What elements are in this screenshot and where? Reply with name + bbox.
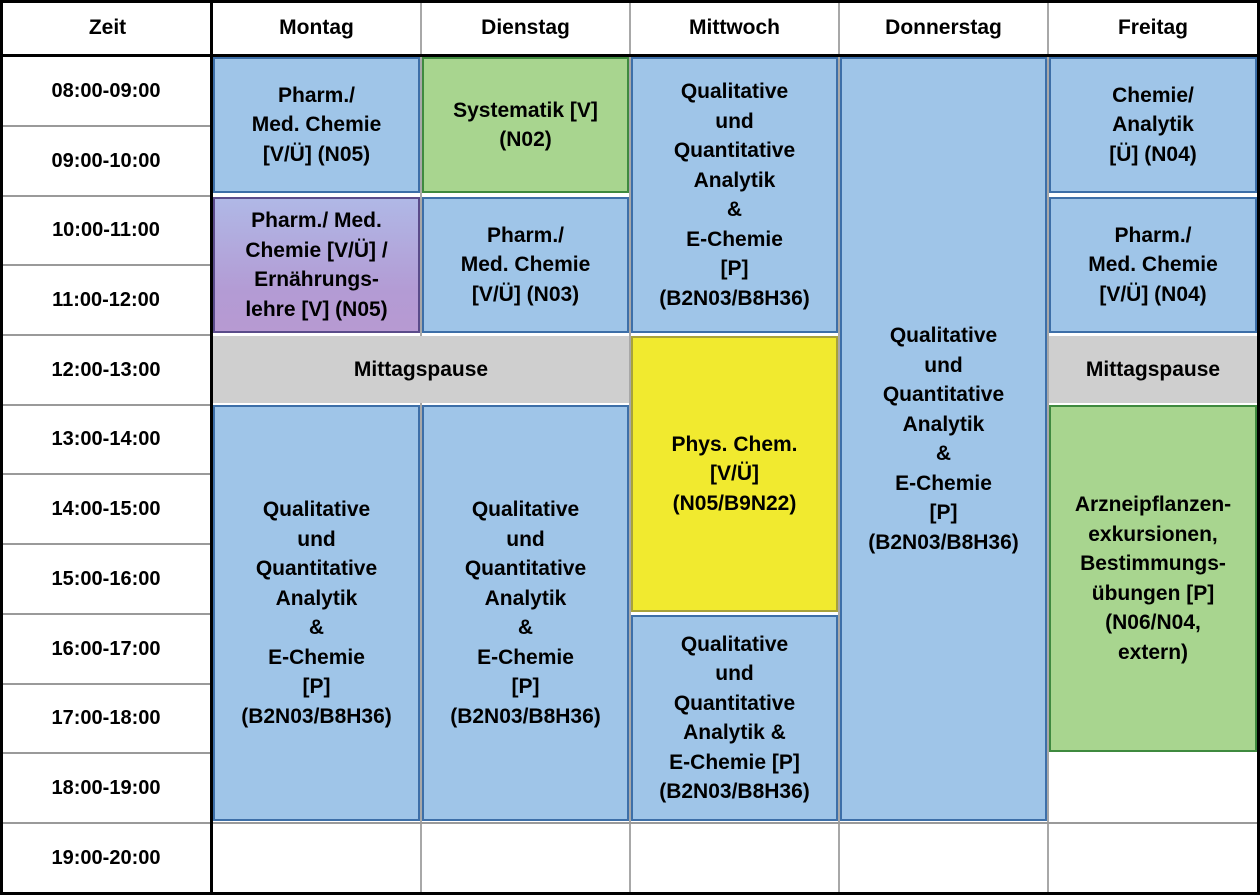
header-zeit: Zeit [3,0,212,56]
time-slot: 16:00-17:00 [51,637,161,660]
time-slot: 17:00-18:00 [51,707,161,729]
course-block-pharm-med-chemie-dienstag: Pharm./ Med. Chemie [V/Ü] (N03) [422,197,629,333]
header-day-montag: Montag [213,0,420,56]
time-slot: 09:00-10:00 [51,149,161,172]
header-day-mittwoch: Mittwoch [631,0,838,56]
time-slot: 14:00-15:00 [51,497,161,520]
lunch-break-mo-di: Mittagspause [213,336,629,403]
header-day-donnerstag: Donnerstag [840,0,1047,56]
time-slot: 11:00-12:00 [52,288,160,311]
frame-border [0,0,3,895]
course-block-analytik-mittwoch-afternoon: Qualitative und Quantitative Analytik & E-Chemie [P] (B2N03/B8H36) [631,615,838,821]
frame-border [0,54,1260,57]
header-day-dienstag: Dienstag [422,0,629,56]
time-slot: 12:00-13:00 [51,358,161,381]
course-block-pharm-ernaehrungslehre: Pharm./ Med. Chemie [V/Ü] / Ernährungs- lehre [V] (N05) [213,197,420,333]
time-slot: 15:00-16:00 [51,567,161,590]
course-block-systematik: Systematik [V] (N02) [422,57,629,193]
grid-line [212,822,1260,824]
time-slot: 13:00-14:00 [51,428,161,450]
course-block-arzneipflanzenexkursionen: Arzneipflanzen- exkursionen, Bestimmungs- übungen [P] (N06/N04, extern) [1049,405,1257,752]
course-block-phys-chem: Phys. Chem. [V/Ü] (N05/B9N22) [631,336,838,612]
course-block-chemie-analytik: Chemie/ Analytik [Ü] (N04) [1049,57,1257,193]
course-block-analytik-donnerstag: Qualitative und Quantitative Analytik & E-Chemie [P] (B2N03/B8H36) [840,57,1047,821]
time-slot: 18:00-19:00 [51,776,161,799]
course-block-analytik-montag: Qualitative und Quantitative Analytik & E-Chemie [P] (B2N03/B8H36) [213,405,420,821]
time-slot: 08:00-09:00 [51,79,161,102]
time-slot: 19:00-20:00 [51,846,161,869]
frame-border [0,0,1260,3]
course-block-pharm-med-chemie: Pharm./ Med. Chemie [V/Ü] (N05) [213,57,420,193]
lunch-break-freitag: Mittagspause [1049,336,1257,403]
course-block-pharm-med-chemie-freitag: Pharm./ Med. Chemie [V/Ü] (N04) [1049,197,1257,333]
course-block-analytik-mittwoch-morning: Qualitative und Quantitative Analytik & E-Chemie [P] (B2N03/B8H36) [631,57,838,333]
frame-border [210,0,213,895]
course-block-analytik-dienstag: Qualitative und Quantitative Analytik & E-Chemie [P] (B2N03/B8H36) [422,405,629,821]
header-day-freitag: Freitag [1049,0,1257,56]
time-slot: 10:00-11:00 [52,219,160,241]
